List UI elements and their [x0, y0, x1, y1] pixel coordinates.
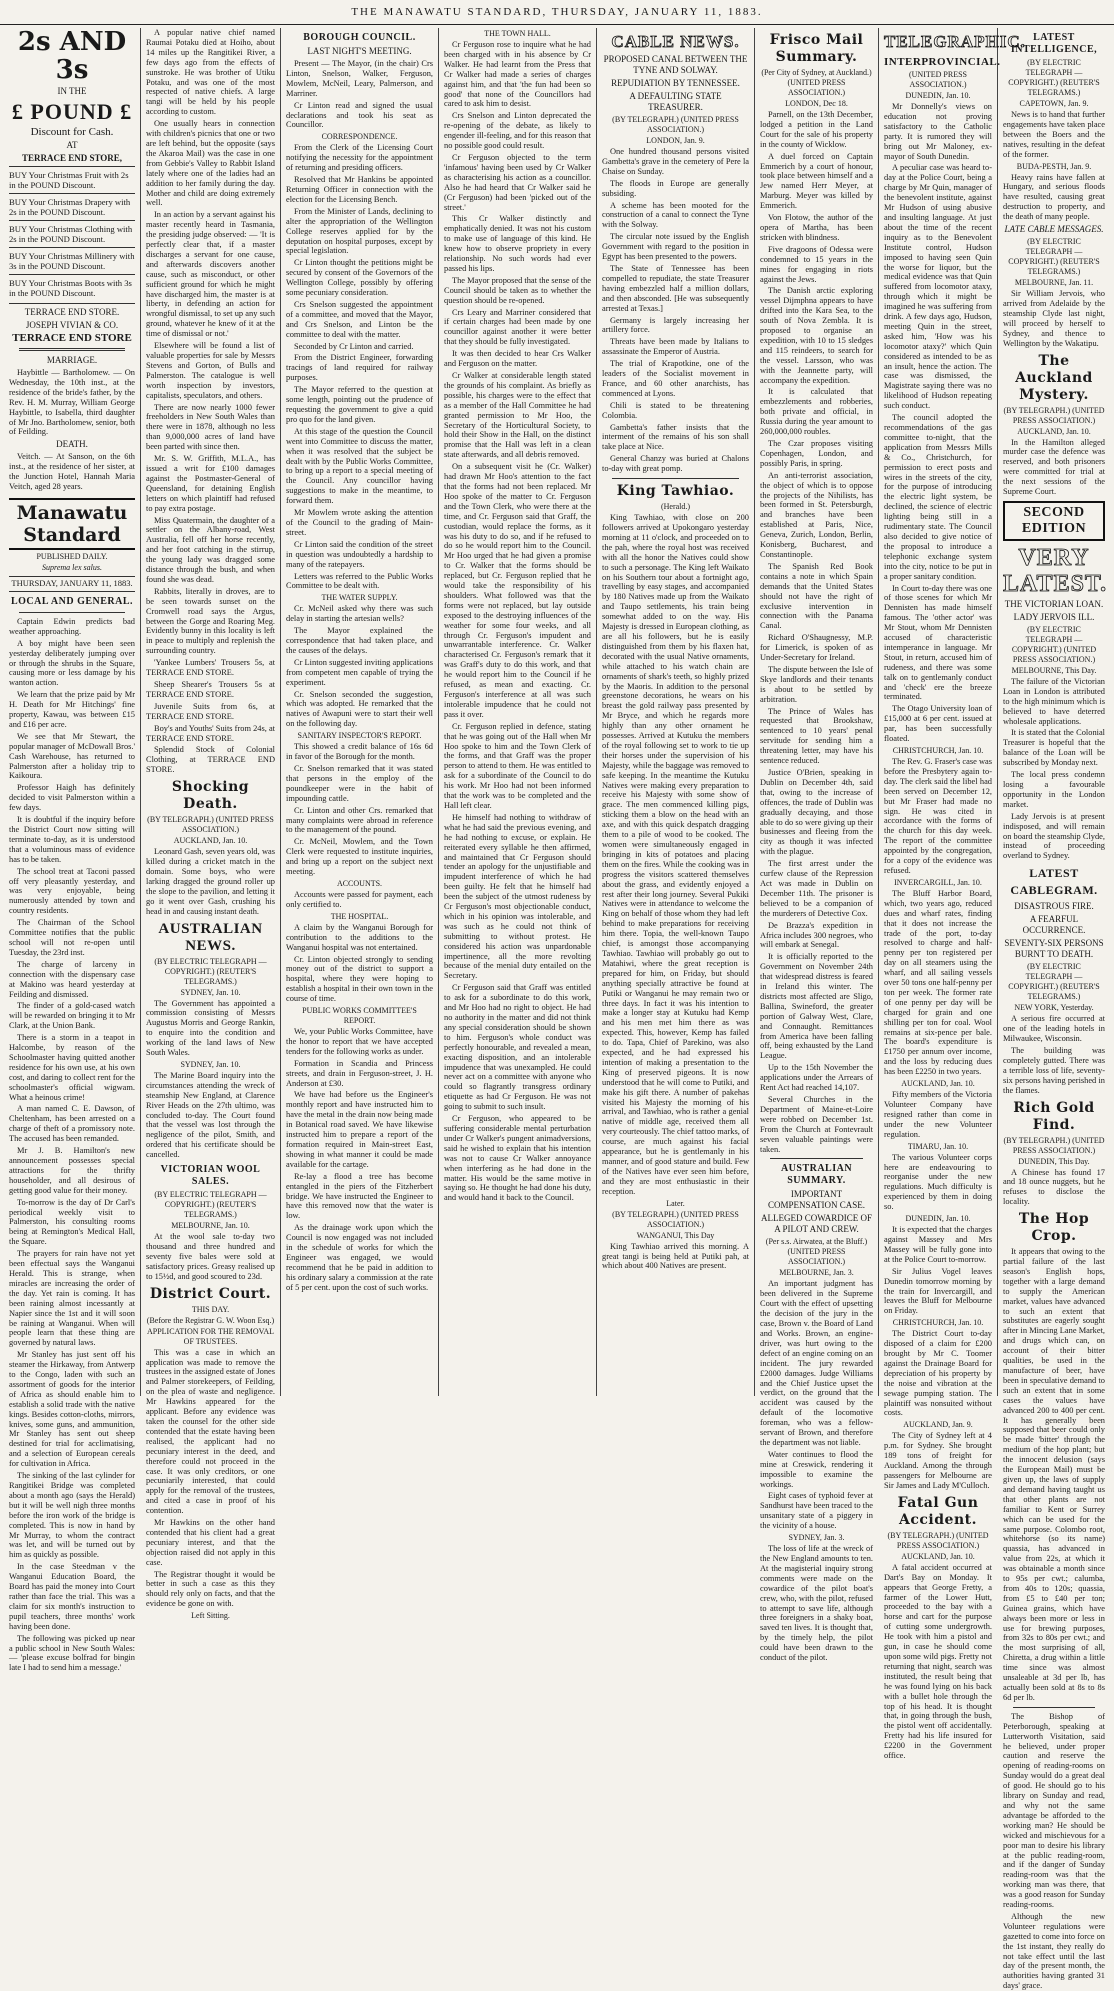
later-paragraph: King Tawhiao arrived this morning. A great tangi is being held at Putiki pah, at which about 400 Natives are present.	[602, 1241, 749, 1271]
news-paragraph: Mr Hawkins on the other hand contended that his client had a great pecuniary interest, and that the objection raised did not apply in this case.	[146, 1518, 275, 1567]
late-cable-heading: LATE CABLE MESSAGES.	[1004, 224, 1104, 235]
telegraphic-paragraph: It is expected that the charges against Massey and Mrs Massey will be fully gone into at the Police Court to-morrow.	[884, 1225, 992, 1264]
local-paragraph: It is doubtful if the inquiry before the District Court now sitting will terminate to-day, as it is understood that a voluminous mass of evidence has to be taken.	[9, 815, 135, 864]
column-4	[439, 28, 597, 1396]
source-line: (BY ELECTRIC TELEGRAPH — COPYRIGHT.) (REUTER'S TELEGRAMS.)	[1008, 237, 1100, 277]
date-line: NEW YORK, Yesterday.	[1014, 1003, 1094, 1013]
news-paragraph: The Marine Board inquiry into the circumstances attending the wreck of steamship New England, at Clarence River Heads on the 27th ultimo, was concluded to-day. The Court found that the vessel was lost through the negligence of the pilot, Smith, and ordered that his certificate should be cancelled.	[146, 1070, 275, 1160]
frisco-paragraph: The dispute between the Isle of Skye landlords and their tenants is about to be settled by arbitration.	[760, 664, 873, 704]
correspondence-heading: CORRESPONDENCE.	[321, 132, 398, 142]
cable-paragraph: The State of Tennessee has been compelled to repudiate, the state Treasurer having embezzled half a million dollars, and then absconded. [He was subsequently arrested at Texas.]	[602, 263, 749, 313]
repudiation-subheading: REPUDIATION BY TENNESSEE.	[611, 78, 740, 88]
court-application: APPLICATION FOR THE REMOVAL OF TRUSTEES.	[146, 1326, 275, 1346]
this-day: THIS DAY.	[191, 1304, 230, 1314]
date-line: DUNEDIN, Jan. 10.	[905, 1214, 971, 1224]
burnt-heading: SEVENTY-SIX PERSONS BURNT TO DEATH.	[1004, 938, 1104, 960]
summary-paragraph: An important judgment has been delivered in the Supreme Court with the effect of upsetting the decision of the jury in the case, Brown v. the Board of Land and Works. Brown, an engine-driver, was hurt owing to the defect of an engine coming on an incident. The jury rewarded £2000 damages. Judge Williams and the Chief Justice upset the verdict, on the ground that the accident was caused by the default of the locomotive foreman, who was a fellow-servant of Brown, and therefore the department was not liable.	[760, 1279, 873, 1447]
column-6	[755, 28, 879, 1663]
rich-gold-heading: Rich Gold Find.	[1013, 1099, 1095, 1133]
district-court-heading: District Court.	[149, 1285, 272, 1302]
ad-paragraph: Juvenile Suits from 6s, at TERRACE END STORE.	[146, 701, 275, 721]
local-paragraph: We see that Mr Stewart, the popular manager of McDowall Bros.' Cash Warehouse, has returned to Palmerston after a holiday trip to Kaikoura.	[9, 731, 135, 781]
news-paragraph: In an action by a servant against his master recently heard in Tasmania, the presiding judge observed: — 'It is perfectly clear that, if a master discharges a servant for one cause, and afterwards discovers another cause, such as misconduct, or other sufficient ground for which he might have discharged him, the master is at liberty, in defending an action for wrongful dismissal, to set up any such ground, whatever he knew of it at the time of dismissal or not.'	[146, 210, 275, 339]
frisco-paragraph: It is officially reported to the Government on November 24th that widespread distress is feared in Ireland this winter. The districts most affected are Sligo, Ballina, Swineford, the greater portion of Galway West, Clare, and Connaught. Remittances from America have been falling off, being exhausted by the Land League.	[760, 952, 873, 1061]
source-line: (BY TELEGRAPH.) (UNITED PRESS ASSOCIATION.)	[1003, 1135, 1105, 1155]
local-paragraph: There is a storm in a teapot in Halcombe, by reason of the Schoolmaster having quitted another residence for his own use, at his own cost, and daring to collect rent for the schoolmaster's official wigwam. What a heinous crime!	[9, 1033, 135, 1102]
council-paragraph: Letters was referred to the Public Works Committee to be dealt with.	[286, 571, 433, 591]
frisco-paragraph: Several Churches in the Department of Maine-et-Loire were robbed on December 1st. From the Church at Fontevrault seven valuable paintings were taken.	[760, 1095, 873, 1154]
ad-item: BUY Your Christmas Clothing with 2s in the POUND Discount.	[9, 220, 135, 247]
frisco-paragraph: De Brazza's expedition in Africa includes 300 negroes, who will embark at Senegal.	[760, 920, 873, 950]
later-heading: Later.	[666, 1198, 685, 1208]
latest-intelligence-heading: LATEST INTELLIGENCE,	[1010, 32, 1098, 55]
council-paragraph: A claim by the Wanganui Borough for contribution to the additions to the Wanganui hospital was not entertained.	[286, 922, 433, 952]
intel-paragraph: The local press condemn losing a favourable opportunity in the London market.	[1003, 770, 1105, 809]
published-daily: PUBLISHED DAILY.	[36, 551, 108, 561]
ad-at: AT	[66, 140, 78, 150]
telegraphic-paragraph: The District Court to-day disposed of a claim for £200 brought by Mr C. Toomer against the Drainage Board for depreciation of his property by the noise and vibration at the sewage pumping station. The plaintiff was nonsuited without costs.	[884, 1329, 992, 1418]
marriage-heading: MARRIAGE.	[46, 355, 98, 365]
frisco-paragraph: Richard O'Shaugnessy, M.P. for Limerick, is spoken of as Under-Secretary for Ireland.	[760, 633, 873, 663]
source-line: (Per City of Sydney, at Auckland.) (UNITED PRESS ASSOCIATION.)	[761, 68, 872, 97]
council-paragraph: Crs Snelson and Linton deprecated the re-opening of the debate, as likely to engender ill-feeling, and for this reason that no possible good could result.	[444, 111, 591, 151]
date-line: AUCKLAND, Jan. 10.	[901, 1551, 975, 1561]
council-paragraph: We, your Public Works Committee, have the honor to report that we have accepted tenders for the following works as under.	[286, 1027, 433, 1056]
date-line: LONDON, Jan. 9.	[646, 136, 705, 145]
council-paragraph: Accounts were passed for payment, each only certified to.	[286, 889, 433, 909]
ad-paragraph: Splendid Stock of Colonial Clothing, at TERRACE END STORE.	[146, 745, 275, 775]
date-line: TIMARU, Jan. 10.	[907, 1141, 969, 1151]
frisco-paragraph: The Czar proposes visiting Copenhagen, London, and possibly Paris, in spring.	[760, 439, 873, 468]
local-paragraph: To-morrow is the day of Dr Carl's periodical weekly visit to Palmerston, his consulting rooms being at Remington's Medical Hall, the Square.	[9, 1197, 135, 1247]
ad-pound: £ POUND £	[11, 99, 133, 124]
motto: Suprema lex salus.	[42, 562, 102, 572]
date-line: AUCKLAND, Jan. 10.	[173, 836, 248, 846]
news-paragraph: One usually hears in connection with children's picnics that one or two are left behind, but the opposite (says the Akaroa Mail) was the case in one from Gebbie's Valley to Rabbit Island lately where one of the ladies had an addition to her family during the day. Mother and child are doing extremely well.	[146, 119, 275, 208]
ad-discount: Discount for Cash.	[30, 126, 114, 138]
council-paragraph: Crs Leary and Marriner considered that if certain charges had been made by one councillor against another it were better that they should be fully investigated.	[444, 307, 591, 347]
king-paragraph: King Tawhiao, with close on 200 followers arrived at Upokongaro yesterday morning at 11 o'clock, and proceeded on to the pah, where the royal host was received with all the honor the Natives could show to such a personage. The King left Waikato on his Southern tour about a fortnight ago, travelling by easy stages, and accompanied by 180 Natives made up from the Waikato and Taupo settlements, his train being somewhat added to on the way. His Majesty is dressed in European clothing, as are all his followers, but he is easily distinguished from them by his flaxen hat, decorated with the usual Native ornaments, while attached to his watch chain are ornaments of shark's teeth, so highly prized by the Maoris. In addition to the personal greenstone decorations, he wears on his breast the gold railway pass presented by Mr Bryce, and which he regards more highly than any other ornament he possesses. Arrived at Kutuku the members of the royal following set to work to tie up their horses under the supervision of his Majesty, while the baggage was removed to safe keeping. In the meantime the Kutuku Natives were making every preparation to receive his Majesty with some show of grace. The men commenced killing pigs, sticking them a blow on the head with an axe, and with this quick despatch dragging them to a pile of wood to be cooked. The women were simultaneously engaged in bringing in kits of potatoes and placing them on the fires. While the cooking was in progress the visitors scattered themselves about the grass, and evidently enjoyed a rest after their long journey. Several Pukiki Natives were in attendance to welcome the King on behalf of those whom they had left behind to make preparations for receiving him there. Topia, the well-known Taupo chief, is amongst those accompanying Tawhiao. Tawhiao will probably go out to Matahiwi, where the great reception is prepared for him, on Friday, but should anything specially attractive be found at Putiki or Wanganui he may remain two or three days. In fact it was his intention to make a longer stay at Kutuku had Kemp and his men met him there as was expected. This, however, Kemp has failed to do. Tapa, Chief of Parekino, was also expected, and he had expressed his intention of making a presentation to the King of preserved pigeons. It is now understood that he will come to Putiki, and make his gift there. A number of pakehas visited his Majesty the morning of his arrival, and Tawhiao, who is rather a genial native of middle age, received them all very courteously. The chief tattoo marks, of course, are much against his facial appearance, but he is gentlemanly in his manner, and of good stature and build. Few of the Natives have ever seen him before, and they are most enthusiastic in their reception.	[602, 513, 749, 1196]
council-paragraph: Cr. Linton and other Crs. remarked that many complaints were abroad in reference to the management of the pound.	[286, 805, 433, 835]
intel-paragraph: Sir William Jervois, who arrived from Adelaide by the steamship Clyde last night, will proceed by herself to Sydney, and thence to Wellington by the Wakatipu.	[1003, 289, 1105, 348]
frisco-paragraph: The Spanish Red Book contains a note in which Spain demands that the United States should not have the right of exclusive intervention in connection with the Panama Canal.	[760, 561, 873, 631]
intel-paragraph: In the Hamilton alleged murder case the defence was reserved, and both prisoners were committed for trial at the next sessions of the Supreme Court.	[1003, 437, 1105, 497]
cable-news-heading: CABLE NEWS.	[611, 32, 740, 51]
source-line: (BY ELECTRIC TELEGRAPH — COPYRIGHT.) (REUTER'S TELEGRAMS.)	[154, 1190, 267, 1220]
death-heading: DEATH.	[56, 439, 88, 450]
column-5	[597, 28, 755, 1396]
accounts-heading: ACCOUNTS.	[336, 878, 383, 888]
council-paragraph: Cr Ferguson, who appeared to be suffering considerable mental perturbation under Cr Walker's pungent animadversions, said he wished to explain that his intention was not to cause Cr Walker annoyance when interfering as he had done in the matter. His would be the same motive in saying so. He thought he had done his duty, and would hand it back to the Council.	[444, 1114, 591, 1203]
auckland-mystery-heading: The Auckland Mystery.	[1015, 352, 1093, 403]
intel-paragraph: A Chinese has found 17 and 18 ounce nuggets, but he refuses to disclose the locality.	[1003, 1167, 1105, 1207]
cowardice-subheading: ALLEGED COWARDICE OF A PILOT AND CREW.	[761, 1213, 872, 1235]
telegraphic-paragraph: Fifty members of the Victoria Volunteer Company have resigned rather than come in under the new Volunteer regulation.	[884, 1090, 992, 1139]
council-paragraph: The Mayor explained the correspondence that had taken place, and the causes of the delays.	[286, 626, 433, 655]
council-paragraph: Cr Linton suggested inviting applications from competent men capable of trying the experiment.	[286, 657, 433, 687]
column-8	[998, 28, 1110, 1991]
source-line: (BY ELECTRIC TELEGRAPH — COPYRIGHT.) (REUTER'S TELEGRAMS.)	[154, 956, 267, 986]
council-paragraph: The Mayor referred to the question at some length, pointing out the prudence of requesting the government to give a quid pro quo for the land given.	[286, 385, 433, 424]
intel-paragraph: The building was completely gutted. There was a terrible loss of life, seventy-six persons having perished in the flames.	[1003, 1045, 1105, 1095]
local-paragraph: A man named C. E. Dawson, of Cheltenham, has been arrested on a charge of theft of a promissory note. The accused has been remanded.	[9, 1104, 135, 1144]
column-2	[141, 28, 281, 1621]
date-line: SYDNEY, Jan. 10.	[180, 987, 241, 997]
cable-paragraph: Germany is largely increasing her artillery force.	[602, 315, 749, 335]
council-paragraph: Cr. Linton objected strongly to sending money out of the district to support a hospital, where they were hoping to establish a hospital in their own town in the course of time.	[286, 954, 433, 1004]
council-paragraph: On a subsequent visit he (Cr. Walker) had drawn Mr Hoo's attention to the fact that the forms had not been replaced. Mr Hoo spoke of the matter to Cr. Ferguson and the Town Clerk, who were there at the time, and Cr. Ferguson said that Graff, the custodian, would replace the forms, as it was his duty to do so, and if he refused to do so he would report him to the Council. Mr Hoo urged that he had given a promise to Cr. Walker that the forms should be replaced, but Cr. Ferguson replied that he would take the responsibility of his shoulders. What followed was that the forms were not replaced, but lay outside exposed to the destroying influences of the weather for some four weeks, and all through Cr. Ferguson's impudent and unwarrantable interference. Cr. Walker characterised Cr. Ferguson's remark that it was Graff's duty to do this work, and that he would report him to the Council if he refused, as mean and exacting. Cr. Ferguson's interference at all was such intolerable impudence that he could not pass it over.	[444, 462, 591, 719]
date-line: SYDNEY, Jan. 10.	[180, 1059, 241, 1069]
telegraphic-paragraph: A peculiar case was heard to-day at the Police Court, being a charge by Mr Quin, manager of the benevolent institute, against Mr Hudson of using abusive and insulting language. At just about the time of the recent inquiry as to the Benevolent Institute control, Hudson imposed to having seen Quin the worse for liquor, but the medical evidence was that Quin suffered from locomotor ataxy, through which it might be imagined he was suffering from drink. A few days ago, Hudson, meeting Quin in the street, asked him, 'How was his locomotor ataxy?' which Quin considered as intended to be as an insult, hence the action. The case was dismissed, the Magistrate saying there was no likelihood of Hudson repeating such conduct.	[884, 163, 992, 411]
ad-store: TERRACE END STORE,	[21, 153, 123, 163]
ad-item: BUY Your Christmas Fruit with 2s in the POUND Discount.	[9, 166, 135, 193]
news-paragraph: A popular native chief named Raumai Potaku died at Hoiho, about 14 miles up the Rangitikei River, a few days ago from the effects of sunstroke. He was brother of Utiku Potaku, and was one of the most respected of native chiefs. A large tangi will be held by his people according to custom.	[146, 28, 275, 117]
source-line: (BY ELECTRIC TELEGRAPH — COPYRIGHT.) (REUTER'S TELEGRAMS.)	[1008, 58, 1100, 97]
cable-paragraph: The floods in Europe are generally subsiding.	[602, 178, 749, 198]
cable-paragraph: One hundred thousand persons visited Gambetta's grave in the cemetery of Pere la Chaise on Sunday.	[602, 147, 749, 176]
local-paragraph: Professor Haigh has definitely decided to visit Palmerston within a few days.	[9, 783, 135, 813]
council-paragraph: He himself had nothing to withdraw of what he had said the previous evening, and he had nothing to excuse, or explain. He reiterated every syllable he then affirmed, and maintained that Cr Ferguson should tender an apology for the unjustifiable and impudent interference of which he had been guilty. He felt that he himself had been the subject of the utmost rudeness by Cr Ferguson's most objectionable conduct, which in his opinion was intolerable, and was such as he could not think of submitting to without protest. He considered his action was unpardonable impertinence, all the more revolting because of the menial duty entailed on the Secretary.	[444, 812, 591, 981]
council-paragraph: Cr Ferguson rose to inquire what he had been charged with in his absence by Cr Walker. He had learnt from the Press that Cr Walker had made a series of charges against him, and that 'the fun had been so good' that none of the Councillors had cared to ask him to desist.	[444, 40, 591, 109]
telegraphic-paragraph: The Bluff Harbor Board, which, two years ago, reduced dues and wharf rates, finding that it does not increase the trade of the port, to-day resolved to charge and half-penny per ton registered per day on all steamers using the wharf, and all sailing vessels over 50 tons one half-penny per ton per week. The former rate of one penny per day will be charged for grain and one shilling per ton for coal. Wool remains at six-pence per bale. The board's expenditure is £1750 per annum over income, and the loss by reducing dues has been £2250 in two years.	[884, 888, 992, 1077]
date-line: MELBOURNE, This Day.	[1011, 665, 1097, 675]
telegraphic-heading: TELEGRAPHIC.	[884, 32, 1026, 51]
frisco-paragraph: Up to the 15th November the applications under the Arrears of Rent Act had reached 14,107.	[760, 1063, 873, 1093]
council-paragraph: Resolved that Mr Hankins be appointed Returning Officer in connection with the election for the Licensing Bench.	[286, 175, 433, 204]
telegraphic-paragraph: The Rev. G. Fraser's case was before the Presbytery again to-day. The clerk said the libel had been served on December 12, but Mr Fraser had made no sign. He was cited in accordance with the forms of the church for this day week. The report of the committee appointed by the congregation, for a copy of the evidence was refused.	[884, 757, 992, 875]
local-heading: LOCAL AND GENERAL.	[10, 595, 134, 607]
ad-item: BUY Your Christmas Millinery with 3s in the POUND Discount.	[9, 247, 135, 274]
local-paragraph: The school treat at Taconi passed off very pleasantly yesterday, and was very enjoyable, being numerously attended by town and country residents.	[9, 866, 135, 916]
intel-paragraph: It is stated that the Colonial Treasurer is hopeful that the balance of the Loan will be subscribed by Monday next.	[1003, 728, 1105, 768]
shocking-death-heading: Shocking Death.	[171, 779, 250, 813]
source-line: (BY TELEGRAPH.) (UNITED PRESS ASSOCIATION.)	[887, 1530, 989, 1550]
council-paragraph: Cr Walker at considerable length stated the grounds of his complaint. As briefly as possible, his charges were to the effect that as a member of the Hall Committee he had granted permission to Mr Hoo, the Secretary of the Horticultural Society, to hold their Show in the Hall, on the distinct promise that the Hall was left in a clean state afterwards, and all debris removed.	[444, 371, 591, 460]
dateline: THURSDAY, JANUARY 11, 1883.	[9, 576, 135, 592]
council-paragraph: The Mayor proposed that the sense of the Council should be taken as to whether the question should be re-opened.	[444, 275, 591, 305]
local-paragraph: The prayers for rain have not yet been effectual says the Wanganui Herald. This is strange, when miracles are increasing the order of the day. Yet rain is coming. It has been raining almost incessantly at Napier since the 1st and it will soon be raining at Wanganui. When will people learn that these thing are governed by natural laws.	[9, 1249, 135, 1348]
king-tawhiao-heading: King Tawhiao.	[616, 483, 735, 500]
frisco-paragraph: A duel forced on Captain Emmerich by a court of honour, took place between himself and a Jew named Herr Meyer, at Marburg. Meyer was killed by Emmerich.	[760, 151, 873, 211]
frisco-mail-heading: Frisco Mail Summary.	[769, 32, 864, 65]
column-3	[281, 28, 439, 1396]
divider	[19, 612, 125, 613]
date-line: LONDON, Dec 18.	[785, 99, 848, 108]
local-paragraph: In the case Steedman v the Wanganui Education Board, the Board has paid the money into Court rather than face the trial. This was a claim for six month's instruction to pupil teachers, three months' work having been done.	[9, 1562, 135, 1631]
news-paragraph: Miss Quatermain, the daughter of a settler on the Albany-road, West Australia, fell off her horse recently, and her foot catching in the stirrup, the young lady was dragged some distance through the bush, and when found she was dead.	[146, 515, 275, 584]
local-paragraph: Mr Stanley has just sent off his steamer the Hirkaway, from Antwerp to the Congo, laden with such an assortment of goods for the interior of Africa as should enable him to establish a solid trade with the native kings. Besides cotton-cloths, mirrors, knives, some guns, and ammunition, Mr Stanley has sent out sheep destined for trial for acclimatising, and a selection of European cereals for cultivation in Africa.	[9, 1350, 135, 1469]
local-paragraph: The Chairman of the School Committee notifies that the public school will not re-open until Tuesday, the 23rd inst.	[9, 918, 135, 957]
council-paragraph: Cr. Ferguson replied in defence, stating that he was going out of the Hall when Mr Hoo spoke to him and the Town Clerk of the forms, and that Graff was the proper person to attend to them. He was entitled to ask for a subordinate of the Council to do his work. Mr Hoo had not been informed that the work was to be completed and the Hall left clear.	[444, 721, 591, 810]
news-paragraph: The Registrar thought it would be better in such a case as this they should rely only on facts, and that the evidence be gone on with.	[146, 1569, 275, 1609]
date-line: AUCKLAND, Jan. 9.	[903, 1420, 973, 1430]
source-line: (BY TELEGRAPH.) (UNITED PRESS ASSOCIATION.)	[612, 1209, 739, 1229]
date-line: WANGANUI, This Day	[636, 1230, 715, 1240]
intel-paragraph: Heavy rains have fallen at Hungary, and serious floods have resulted, causing great destruction to property, and the death of many people.	[1003, 172, 1105, 222]
column-1	[4, 27, 141, 1673]
news-paragraph: The Government has appointed a commission consisting of Messrs Augustus Morris and George Rankin, to enquire into the condition and working of the land laws of New South Wales.	[146, 998, 275, 1058]
local-paragraph: Mr J. B. Hamilton's new announcement possesses special attractions for the thrifty householder, and all desirous of getting good value for their money.	[9, 1146, 135, 1195]
source-line: (Herald.)	[660, 502, 691, 512]
council-paragraph: This showed a credit balance of 16s 6d in favor of the Borough for the month.	[286, 742, 433, 762]
date-line: INVERCARGILL, Jan. 10.	[894, 877, 982, 887]
council-paragraph: From the District Engineer, forwarding tracings of land required for railway purposes.	[286, 353, 433, 383]
pwc-heading: PUBLIC WORKS COMMITTEE'S REPORT.	[302, 1006, 417, 1026]
cable-paragraph: The circular note issued by the English Government with regard to the position in Egypt has been presented to the powers.	[602, 232, 749, 262]
ad-store-3: TERRACE END STORE	[12, 332, 132, 344]
source-line: (BY TELEGRAPH.) (UNITED PRESS ASSOCIATION.)	[1003, 405, 1105, 425]
council-paragraph: Cr. McNeil, Mowlem, and the Town Clerk were requested to institute inquiries, and bring up a report on the subject next meeting.	[286, 837, 433, 877]
telegraphic-paragraph: In Court to-day there was one of those scenes for which Mr Dennisten has made himself famous. The 'other actor' was Mr Stout, whom Mr Dennisten accused of characteristic intemperance in language. Mr Stout, in return, accused him of rudeness, and there was some talk on to gentlemanly conduct and 'check' ere the breeze terminated.	[884, 583, 992, 702]
date-line: DUNEDIN, This Day.	[1018, 1156, 1090, 1166]
council-paragraph: Mr Mowlem wrote asking the attention of the Council to the grading of Main-street.	[286, 508, 433, 537]
council-paragraph: Cr Linton said the condition of the street in question was undoubtedly a hardship to many of the ratepayers.	[286, 539, 433, 569]
cable-paragraph: A scheme has been mooted for the construction of a canal to connect the Tyne with the Solway.	[602, 200, 749, 230]
sanitary-heading: SANITARY INSPECTOR'S REPORT.	[297, 731, 422, 741]
news-paragraph: Elsewhere will be found a list of valuable properties for sale by Messrs Stevens and Gorton, of Bulls and Palmerston. The catalogue is well worth inspection by investors, capitalists, speculators, and others.	[146, 341, 275, 400]
telegraphic-paragraph: The City of Sydney left at 4 p.m. for Sydney. She brought 189 tons of freight for Auckland. Among the through passengers for Melbourne are Sir James and Lady M'Culloch.	[884, 1431, 992, 1490]
news-paragraph: This was a case in which an application was made to remove the trustees in the assigned estate of Jones and Palmer storekeepers, of Feilding, on the plea of waste and negligence. Mr Hawkins appeared for the applicant. Before any evidence was taken the counsel for the other side contended that the estate having been realised, the applicant had no pecuniary interest in the deed, and therefore could not proceed in the case. It was only creditors, or one pecuniarily interested, that could apply for the removal of the trustees, and cited a case in proof of his contention.	[146, 1347, 275, 1516]
news-paragraph: There are now nearly 1000 fewer freeholders in New South Wales than there were in 1878, although no less than 9,000,000 acres of land have been parted with since then.	[146, 402, 275, 452]
divider	[612, 478, 739, 479]
marriage-notice: Haybittle — Bartholomew. — On Wednesday, the 10th inst., at the residence of the bride's father, by the Rev. H. M. Murray, William George Haybittle, to Isabella, third daughter of Mr Jno. Bartholomew, senior, both of Feilding.	[9, 368, 135, 437]
source-line: (BY ELECTRIC TELEGRAPH — COPYRIGHT.) (UNITED PRESS ASSOCIATION.)	[1011, 624, 1097, 664]
lady-jervois-heading: LADY JERVOIS ILL.	[1013, 611, 1095, 622]
second-edition-heading: SECOND EDITION	[1003, 501, 1105, 541]
frisco-paragraph: Parnell, on the 13th December, lodged a petition in the Land Court for the sale of his property in the county of Wicklow.	[760, 110, 873, 149]
borough-council-heading: BOROUGH COUNCIL.	[303, 32, 416, 43]
source-line: (UNITED PRESS ASSOCIATION.)	[908, 70, 967, 89]
left-sitting: Left Sitting.	[191, 1611, 230, 1621]
date-line: AUCKLAND, Jan. 10.	[901, 1079, 975, 1089]
council-paragraph: At this stage of the question the Council went into Committee to discuss the matter, when it was resolved that the subject be dealt with by the Public Works Committee, to bring up a report to a special meeting of the Council. Any councillor having suggestions to make in the meantime, to forward them.	[286, 426, 433, 506]
ad-item: BUY Your Christmas Drapery with 2s in the POUND Discount.	[9, 193, 135, 220]
divider	[770, 1158, 863, 1159]
ad-in-the: IN THE	[57, 86, 87, 96]
telegraphic-paragraph: The various Volunteer corps here are endeavouring to reorganise under the new regulations. Much difficulty is experienced by them in doing so.	[884, 1152, 992, 1212]
council-paragraph: Cr Ferguson objected to the term 'infamous' having been used by Cr Walker as characterising his action as a councillor. Also he had heard that Cr Walker said he (Cr Ferguson) had been 'picked out of the street.'	[444, 152, 591, 212]
frisco-paragraph: Von Flotow, the author of the opera of Martha, has been stricken with blindness.	[760, 213, 873, 242]
latest-cablegram-heading: LATEST CABLEGRAM.	[1010, 866, 1098, 898]
cable-paragraph: Chili is stated to be threatening Colombia.	[602, 400, 749, 420]
council-paragraph: From the Clerk of the Licensing Court notifying the necessity for the appointment of returning and presiding officers.	[286, 143, 433, 173]
paper-title: Manawatu Standard	[9, 498, 135, 550]
australian-news-heading: AUSTRALIAN NEWS.	[158, 920, 263, 954]
ad-store-2: TERRACE END STORE.	[9, 303, 135, 318]
interprovincial-heading: INTERPROVINCIAL.	[884, 56, 1001, 68]
council-paragraph: Cr Linton thought the petitions might be secured by consent of the Governors of the Wellington College, possibly by offering some pecuniary consideration.	[286, 258, 433, 298]
local-paragraph: The finder of a gold-cased watch will be rewarded on bringing it to Mr Clark, at the Union Bank.	[9, 1001, 135, 1031]
news-paragraph: At the wool sale to-day two thousand and three hundred and seventy five bales were sold at satisfactory prices. Greasy realised up to 15½d, and good scoured to 23d.	[146, 1232, 275, 1281]
council-paragraph: Seconded by Cr Linton and carried.	[294, 341, 414, 351]
ad-owner: JOSEPH VIVIAN & CO.	[25, 320, 119, 330]
intel-paragraph: News is to hand that further engagements have taken place between the Boers and the natives, resulting in the defeat of the former.	[1003, 110, 1105, 159]
defaulting-subheading: A DEFAULTING STATE TREASURER.	[629, 91, 722, 112]
council-paragraph: Formation in Scandia and Princess streets, and drain in Ferguson-street, J. H. Anderson at £30.	[286, 1058, 433, 1088]
cable-paragraph: General Chanzy was buried at Chalons to-day with great pomp.	[602, 454, 749, 474]
frisco-paragraph: Justice O'Brien, speaking in Dublin on December 4th, said that, owing to the increase of offences, the trade of Dublin was gradually decaying, and those able to do so were giving up their businesses and fleeing from the city as though it was infected with the plague.	[760, 768, 873, 857]
news-paragraph: Leonard Gash, seven years old, was killed during a cricket match in the domain. Some boys, who were larking dragged the ground roller up the slope to the pavilion, and letting it go it went over Gash, crushing his head in and causing instant death.	[146, 847, 275, 916]
ad-paragraph: Sheep Shearer's Trousers 5s at TERRACE END STORE.	[146, 680, 275, 699]
council-paragraph: We have had before us the Engineer's monthly report and have instructed him to have the metal in the drain now being made in Botanical road saved. We have likewise instructed him to prepare a report of the formation required in Main-street East, showing in what manner it could be made available for the cartage.	[286, 1090, 433, 1169]
date-line: SYDNEY, Jan. 3.	[788, 1533, 845, 1543]
news-paragraph: Rabbits, literally in droves, are to be seen towards sunset on the Cromwell road says the Argus, between the Gorge and Roaring Meg. Evidently bunny in this locality is left in peace to multiply and replenish the surrounding country.	[146, 586, 275, 656]
summary-paragraph: Eight cases of typhoid fever at Sandhurst have been traced to the unsanitary state of a piggery in the vicinity of a house.	[760, 1491, 873, 1531]
frisco-paragraph: The first arrest under the curfew clause of the Repression Act was made in Dublin on December 11th. The prisoner is believed to be a companion of the murderers of Detective Cox.	[760, 859, 873, 918]
telegraphic-paragraph: The Otago University loan of £15,000 at 6 per cent. issued at par, has been successfully floated.	[884, 704, 992, 744]
columns	[4, 27, 1110, 1991]
council-paragraph: Re-lay a flood a tree has become entangled in the piers of the Fitzherbert bridge. We have instructed the Engineer to have this removed now that the water is low.	[286, 1171, 433, 1221]
council-paragraph: Cr. Snelson remarked that it was stated that persons in the employ of the poundkeeper were in the habit of impounding cattle.	[286, 764, 433, 803]
canal-subheading: PROPOSED CANAL BETWEEN THE TYNE AND SOLWAY.	[603, 54, 748, 75]
frisco-paragraph: It is calculated that embezzlements and robberies, both private and official, in Russia during the year amount to 260,000,000 roubles.	[760, 387, 873, 437]
ad-price: 2s AND 3s	[17, 27, 127, 85]
disastrous-fire-heading: DISASTROUS FIRE.	[1014, 901, 1094, 912]
frisco-paragraph: An anti-terrorist association, the object of which is to oppose the projects of the Nihilists, has been formed in St. Petersburgh, and branches have been established at Paris, Nice, Geneva, Zurich, London, Berlin, Konisberg, Bucharest, and Constantinople.	[760, 470, 873, 559]
meeting-subheading: LAST NIGHT'S MEETING.	[307, 46, 412, 56]
intel-paragraph: A serious fire occurred at one of the leading hotels in Milwaukee, Wisconsin.	[1003, 1014, 1105, 1044]
victorian-loan-heading: THE VICTORIAN LOAN.	[1004, 598, 1104, 609]
water-supply-heading: THE WATER SUPPLY.	[321, 593, 398, 603]
intel-paragraph: Although the new Volunteer regulations were gazetted to come into force on the 1st instant, they really do not take effect until the last day of the present month, the authorities having granted 31 days' grace.	[1003, 1911, 1105, 1991]
date-line: CHRISTCHURCH, Jan. 10.	[892, 1318, 984, 1328]
source-line: (BY TELEGRAPH.) (UNITED PRESS ASSOCIATION.)	[612, 115, 739, 134]
compensation-subheading: IMPORTANT COMPENSATION CASE.	[767, 1189, 865, 1211]
intel-paragraph: The failure of the Victorian Loan in London is attributed to the high minimum which is believed to have deterred wholesale applications.	[1003, 676, 1105, 726]
council-paragraph: Cr Ferguson said that Graff was entitled to ask for a subordinate to do this work, and Mr Hoo had no right to object. He had no authority in the matter and did not think any special consideration should be shown to him. Ferguson's whole conduct was perfectly honourable, and revealed a mean, exacting disposition, and an intolerable impudence that was unexampled. He could never act on a committee with anyone who could so flagrantly transgress ordinary etiquette as had Cr Ferguson. He was not going to submit to such insult.	[444, 983, 591, 1112]
column-7	[879, 28, 1026, 1761]
summary-paragraph: Water continues to flood the mine at Creswick, rendering it impossible to examine the workings.	[760, 1449, 873, 1489]
council-paragraph: Cr. Snelson seconded the suggestion, which was adopted. He remarked that the natives of Awapuni were to start their well on the following day.	[286, 689, 433, 729]
local-paragraph: The following was picked up near a public school in New South Wales: — 'please excuse bolfrad for bingin late I had to send him a message.'	[9, 1633, 135, 1673]
council-paragraph: Present — The Mayor, (in the chair) Crs Linton, Snelson, Walker, Ferguson, Mowlem, McNeil, Leary, Palmerson, and Marriner.	[286, 59, 433, 98]
ad-item: BUY Your Christmas Boots with 3s in the POUND Discount.	[9, 274, 135, 301]
local-paragraph: We learn that the prize paid by Mr H. Death for Mr Hitchings' fine property, Kawau, was between £15 and £16 per acre.	[9, 690, 135, 729]
fatal-paragraph: A fatal accident occurred at Dart's Bay on Monday. It appears that George Fretty, a farmer of the Lower Hutt, proceeded to the bay with a horse and cart for the purpose of cutting some undergrowth. He took with him a pistol and gun, in case he should come upon some wild pigs. Fretty not returning that night, search was instituted, the result being that he was found lying on his back with a bullet hole through the top of his head. It is thought that, in going through the bush, the pistol went off accidentally. Fretty had his life insured for £2200 in the Government office.	[884, 1562, 992, 1761]
local-paragraph: Captain Edwin predicts bad weather approaching.	[9, 616, 135, 636]
council-paragraph: Cr. McNeil asked why there was such delay in starting the artesian wells?	[286, 604, 433, 624]
death-notice: Veitch. — At Sanson, on the 6th inst., at the residence of her sister, at the Junction Hotel, Hannah Maria Veitch, aged 28 years.	[9, 452, 135, 492]
intel-paragraph: It appears that owing to the partial failure of the last season's English hops, together with a large demand to supply the American market, values have advanced to such an extent that substitutes are eagerly sought after in Mincing Lane Market, and drugs which can, on account of their bitter qualities, be used in the manufacture of beer, have been in speculative demand to such an extent that in some cases the values have advanced 200 to 400 per cent. It has generally been supposed that beer could only be made 'bitter' through the medium of the hop plant; but the innocent delusion (says the European Mail) must be given up, the laws of supply and demand having taught us that other plants are not familiar to Kent or Surrey which can be used for the same purpose. Colombo root, whitehorse (so its name) quassia, has advanced in value from 22s, at which it was obtainable a month since to 95s per cwt.; calumba, from 40s to 120s; quassia, from £5 to £40 per ton; Guinea grains, which have always been more or less in use for brewing purposes, from 32s to 80s per cwt.; and the most surprising of all, Chiretta, a drug within a little time since was almost unsaleable at 3d per lb, has actually been sold at 8s to 8s 6d per lb.	[1003, 1247, 1105, 1702]
masthead: THE MANAWATU STANDARD, THURSDAY, JANUARY 11, 1883.	[0, 0, 1114, 25]
source-line: (Per s.s. Airwatea, at the Bluff.) (UNITED PRESS ASSOCIATION.)	[765, 1237, 868, 1267]
frisco-paragraph: Five dragoons of Odessa were condemned to 15 years in the mines for engaging in riots against the Jews.	[760, 244, 873, 284]
council-paragraph: This Cr Walker distinctly and emphatically denied. It was not his custom to make use of language of this kind. He knew how to observe propriety in every relationship. No such words had ever passed his lips.	[444, 214, 591, 273]
source-line: (BY ELECTRIC TELEGRAPH — COPYRIGHT.) (REUTER'S TELEGRAMS.)	[1008, 962, 1100, 1002]
date-line: MELBOURNE, Jan. 3.	[779, 1268, 854, 1278]
local-paragraph: The sinking of the last cylinder for Rangitikei Bridge was completed about a month ago (says the Herald) but it will be well nigh three months before the iron work of the bridge is completed. This is now in hand by Mr Murray, to whom the contract was let, and will be turned out by him as quickly as possible.	[9, 1471, 135, 1560]
ad-paragraph: 'Yankee Lumbers' Trousers 5s, at TERRACE END STORE.	[146, 658, 275, 678]
wool-sales-heading: VICTORIAN WOOL SALES.	[160, 1164, 261, 1188]
fearful-occurrence-heading: A FEARFUL OCCURRENCE.	[1022, 914, 1086, 936]
town-hall-heading: THE TOWN HALL.	[484, 29, 551, 38]
cable-paragraph: The trial of Krapotkine, one of the leaders of the Socialist movement in France, and 60 other anarchists, has commenced at Lyons.	[602, 359, 749, 398]
divider	[1013, 1707, 1095, 1708]
date-line: MELBOURNE, Jan. 11.	[1014, 278, 1094, 288]
intel-paragraph: Lady Jervois is at present indisposed, and will remain on board the steamship Clyde, instead of proceeding overland to Sydney.	[1003, 811, 1105, 861]
news-paragraph: Mr. S. W. Griffith, M.L.A., has issued a writ for £100 damages against the Postmaster-General of Queensland, for detaining English letters on which plaintiff had refused to pay extra postage.	[146, 454, 275, 513]
date-line: CAPETOWN, Jan. 9.	[1019, 99, 1089, 108]
summary-paragraph: The loss of life at the wreck of the New England amounts to ten. At the magisterial inquiry strong comments were made on the cowardice of the pilot boat's crew, who, with the pilot, refused to attempt to save life, although three foreigners in a shaky boat, saved ten lives. It is thought that, by the timely help, the pilot could have been drawn to the conduct of the pilot.	[760, 1544, 873, 1663]
ad-paragraph: Boy's and Youths' Suits from 24s, at TERRACE END STORE.	[146, 723, 275, 743]
council-paragraph: From the Minister of Lands, declining to alter the appropriation of the Wellington College reserves applied for by the deputation on hospital purposes, except by special legislation.	[286, 206, 433, 256]
hospital-heading: THE HOSPITAL.	[330, 911, 389, 921]
cable-paragraph: Gambetta's father insists that the interment of the remains of his son shall take place at Nice.	[602, 422, 749, 452]
telegraphic-paragraph: Sir Julius Vogel leaves Dunedin tomorrow morning by the train for Invercargill, and leaves the Bluff for Melbourne on Friday.	[884, 1266, 992, 1316]
date-line: DUNEDIN, Jan. 10.	[905, 91, 971, 100]
hop-crop-heading: The Hop Crop.	[1018, 1211, 1090, 1245]
date-line: CHRISTCHURCH, Jan. 10.	[892, 746, 984, 755]
telegraphic-paragraph: The council adopted the recommendations of the gas committee to-night, that the application from Messrs Mills & Co., Christchurch, for permission to erect posts and wires in the streets of the city, for the purpose of introducing the electric light system, be declined, the science of electric lighting being still in a rudimentary state. The Council also decided to give notice of the proposal to introduce a telephonic exchange system into the city, notice to be put in a proper sanitary condition.	[884, 413, 992, 581]
very-latest-heading: VERY LATEST.	[1003, 544, 1108, 597]
date-line: MELBOURNE, Jan. 10.	[171, 1221, 250, 1231]
australian-summary-heading: AUSTRALIAN SUMMARY.	[780, 1163, 853, 1187]
council-paragraph: It was then decided to hear Crs Walker and Ferguson on the matter.	[444, 349, 591, 369]
source-line: (BY TELEGRAPH.) (UNITED PRESS ASSOCIATION.)	[147, 815, 274, 835]
frisco-paragraph: The Prince of Wales has requested that Brookshaw, sentenced to 10 years' penal servitude for sending him a threatening letter, may have his sentence reduced.	[760, 706, 873, 766]
date-line: AUCKLAND, Jan. 10.	[1017, 426, 1091, 436]
divider	[19, 348, 125, 351]
telegraphic-paragraph: Mr Donnelly's views on education not proving satisfactory to the Catholic party. It is rumored they will bring out Mr Maloney, ex-mayor of South Dunedin.	[884, 102, 992, 161]
frisco-paragraph: The Danish arctic exploring vessel Dijmphna appears to have drifted into the Kara Sea, to the south of Nova Zembla. It is proposed to organise an expedition, with 10 to 15 sledges and 115 reindeers, to search for the vessel. Larsson, who was with the Jeannette party, will accompany the expedition.	[760, 286, 873, 385]
council-paragraph: Cr Linton read and signed the usual declarations and took his seat as Councillor.	[286, 100, 433, 130]
local-paragraph: The charge of larceny in connection with the dispensary case at Makino was heard yesterday at Feilding and dismissed.	[9, 959, 135, 999]
court-judge: (Before the Registrar G. W. Woon Esq.)	[146, 1315, 275, 1325]
cable-paragraph: Threats have been made by Italians to assassinate the Emperor of Austria.	[602, 337, 749, 357]
intel-paragraph: The Bishop of Peterborough, speaking at Lutterworth Visitation, said he believed, under proper caution and reserve the opening of reading-rooms on Sunday would do a great deal of good. He should go to his library on Sunday and read, and why not the same advantage be afforded to the working man? He should be wicked and mischievous for a poor man to desire his library at the public reading-room, and if the danger of Sunday reading-room was that the working man was there, that was a good reason for Sunday reading-rooms.	[1003, 1711, 1105, 1910]
date-line: BUDA-PESTH, Jan. 9.	[1016, 161, 1092, 171]
council-paragraph: As the drainage work upon which the Council is now engaged was not included in the schedule of works for which the Engineer was engaged, we would recommend that he be paid in addition to his ordinary salary a commission at the rate of 5 per cent. upon the cost of such works.	[286, 1223, 433, 1292]
local-paragraph: A boy might have been seen yesterday deliberately jumping over or through the shrubs in the Square, causing more or less damage by his wanton action.	[9, 638, 135, 688]
fatal-gun-heading: Fatal Gun Accident.	[897, 1494, 979, 1528]
council-paragraph: Crs Snelson suggested the appointment of a committee, and moved that the Mayor, and Crs Snelson, and Linton be the committee to deal with the matter.	[286, 299, 433, 339]
